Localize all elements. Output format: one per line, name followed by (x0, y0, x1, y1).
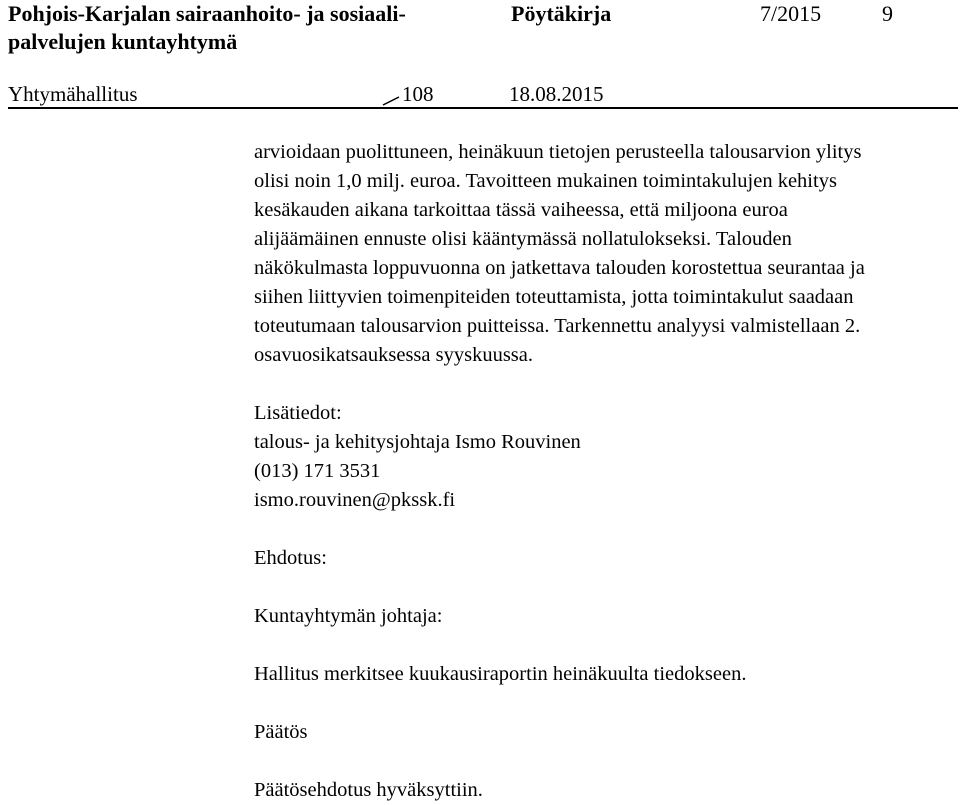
section-mark-icon (382, 96, 400, 106)
director-label: Kuntayhtymän johtaja: (254, 605, 443, 627)
paragraph-line: arvioidaan puolittuneen, heinäkuun tietojen perusteella talousarvion ylitys (254, 141, 862, 163)
info-label: Lisätiedot: (254, 402, 342, 424)
document-number: 7/2015 (760, 1, 822, 26)
section-number: 108 (402, 82, 434, 106)
organization-name-line-2: palvelujen kuntayhtymä (8, 29, 238, 54)
paragraph-line: näkökulmasta loppuvuonna on jatkettava talouden korostettua seurantaa ja (254, 257, 865, 279)
decision-label: Päätös (254, 721, 308, 743)
paragraph-line: alijäämäinen ennuste olisi kääntymässä nollatulokseksi. Talouden (254, 228, 792, 250)
paragraph-line: osavuosikatsauksessa syyskuussa. (254, 344, 534, 366)
spacer (254, 689, 954, 718)
report-paragraph (254, 138, 954, 370)
spacer (254, 573, 954, 602)
paragraph-line: olisi noin 1,0 milj. euroa. Tavoitteen mukainen toimintakulujen kehitys (254, 170, 837, 192)
contact-title: talous- ja kehitysjohtaja Ismo Rouvinen (254, 431, 581, 453)
spacer (254, 631, 954, 660)
meeting-date: 18.08.2015 (509, 82, 604, 106)
paragraph-line: siihen liittyvien toimenpiteiden toteuttamista, jotta toimintakulut saadaan (254, 286, 854, 308)
paragraph-line: kesäkauden aikana tarkoittaa tässä vaiheessa, että miljoona euroa (254, 199, 788, 221)
paragraph-line: toteutumaan talousarvion puitteissa. Tarkennettu analyysi valmistellaan 2. (254, 315, 861, 337)
proposal-text: Hallitus merkitsee kuukausiraportin heinäkuulta tiedokseen. (254, 663, 747, 685)
header-divider (8, 107, 958, 109)
document-body (254, 138, 954, 805)
page-number: 9 (882, 1, 893, 26)
spacer (254, 515, 954, 544)
spacer (254, 747, 954, 776)
document-type: Pöytäkirja (511, 1, 612, 26)
spacer (254, 370, 954, 399)
governing-body-name: Yhtymähallitus (8, 82, 138, 106)
decision-text: Päätösehdotus hyväksyttiin. (254, 779, 483, 801)
organization-name (8, 0, 478, 56)
proposal-label: Ehdotus: (254, 547, 327, 569)
contact-email: ismo.rouvinen@pkssk.fi (254, 489, 456, 511)
contact-phone: (013) 171 3531 (254, 460, 381, 482)
organization-name-line-1: Pohjois-Karjalan sairaanhoito- ja sosiaali- (8, 1, 406, 26)
